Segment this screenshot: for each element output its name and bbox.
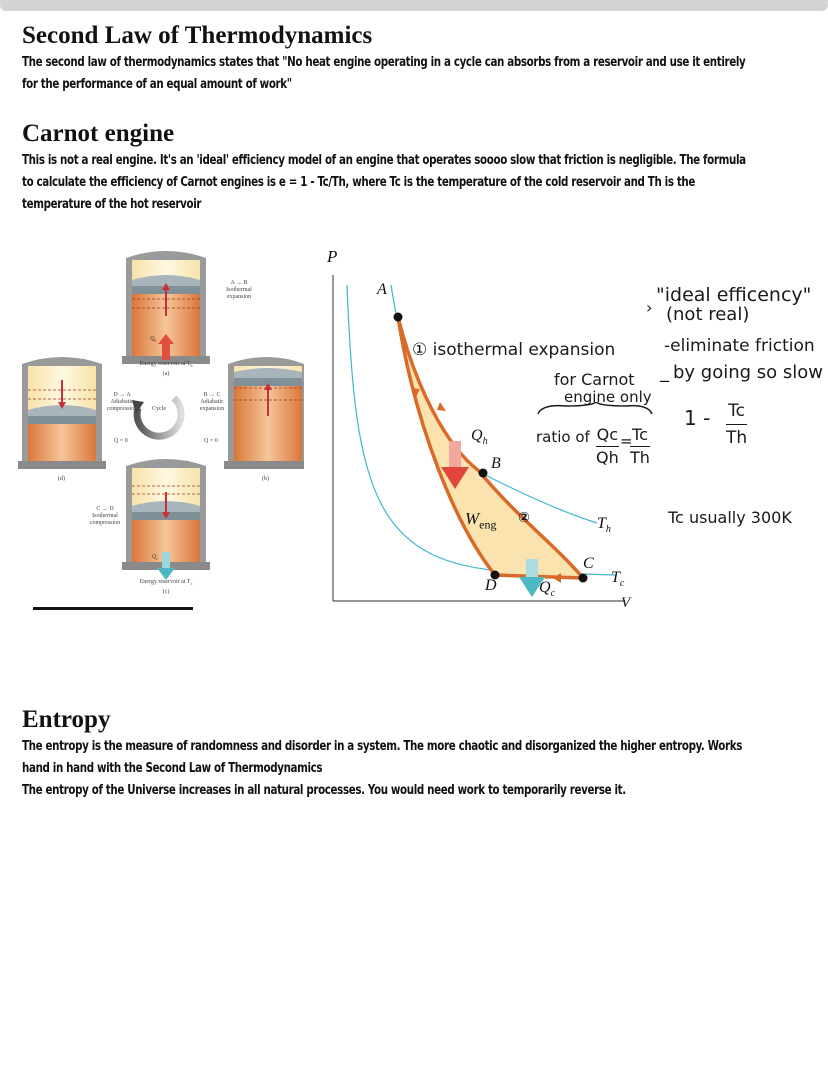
note-ideal-efficiency: "ideal efficency" — [656, 284, 812, 306]
note-tc-usually: Tc usually 300K — [668, 508, 792, 527]
note-going-slow: _ by going so slow — [660, 362, 824, 383]
heading-second-law: Second Law of Thermodynamics — [22, 22, 373, 49]
note-formula-one: 1 - — [684, 406, 711, 430]
axis-v-label: V — [621, 595, 631, 611]
panel-d-label: D → A Adiabatic compression — [106, 392, 138, 412]
note-carnot-only-1: for Carnot — [554, 370, 635, 389]
paragraph-line: temperature of the hot reservoir — [22, 197, 202, 212]
point-c-label: C — [583, 555, 594, 572]
piston-panel-a — [122, 251, 210, 364]
qh-label: $Q_h$ — [150, 336, 157, 344]
note-ratio-label: ratio of — [536, 428, 590, 446]
qc-label: $Q_c$ — [152, 554, 159, 562]
section-second-law — [22, 22, 822, 96]
panel-b-label: B → C Adiabatic expansion — [199, 392, 225, 412]
point-d-label: D — [485, 577, 497, 594]
paragraph-line: for the performance of an equal amount of work" — [22, 77, 292, 92]
piston-panel-b — [224, 357, 304, 469]
panel-a-caption: Energy reservoir at $T_h$ (a) — [139, 361, 193, 378]
work-label: $W_{eng}$ — [465, 509, 497, 532]
divider-line — [33, 607, 193, 610]
paragraph-line: The second law of thermodynamics states that "No heat engine operating in a cycle can absorbs from a reservoir and use it entirely — [22, 55, 746, 70]
panel-b-caption: (b) — [262, 476, 269, 482]
note-ratio-eq: = — [620, 432, 633, 450]
tc-label: $T_c$ — [611, 569, 625, 590]
piston-panel-d — [18, 357, 106, 469]
cycle-label: Cycle — [152, 406, 166, 412]
note-ratio-q: Qc Qh — [596, 425, 619, 467]
note-ratio-t: Tc Th — [630, 425, 650, 467]
top-bar — [0, 0, 828, 11]
heading-carnot: Carnot engine — [22, 120, 175, 147]
qc-label: $Q_c$ — [539, 579, 556, 600]
panel-d-caption: (d) — [58, 476, 65, 482]
note-isothermal-expansion: ① isothermal expansion — [412, 340, 616, 360]
paragraph-line: This is not a real engine. It's an 'ideal' efficiency model of an engine that operates soooo slow that friction is negligible. The formula — [22, 153, 746, 168]
point-a-label: A — [377, 281, 387, 298]
point-b-label: B — [491, 455, 501, 472]
panel-a-label: A → B Isothermal expansion — [226, 280, 252, 300]
section-entropy — [22, 706, 822, 802]
paragraph-line: to calculate the efficiency of Carnot engines is e = 1 - Tc/Th, where Tc is the temperature of the cold reservoir and Th is the — [22, 175, 696, 190]
qh-label: $Q_h$ — [471, 427, 488, 448]
note-not-real: (not real) — [666, 304, 750, 325]
piston-panel-c — [122, 459, 210, 580]
note-step-2: ② — [518, 510, 530, 526]
th-label: $T_h$ — [597, 515, 611, 536]
paragraph-line: The entropy of the Universe increases in all natural processes. You would need work to temporarily reverse it. — [22, 783, 626, 798]
carnot-cycle-diagram — [14, 240, 304, 620]
note-chevron: › — [646, 298, 653, 317]
paragraph-line: The entropy is the measure of randomness and disorder in a system. The more chaotic and disorganized the higher entropy. Works — [22, 739, 742, 754]
note-formula-fraction: Tc Th — [726, 398, 747, 451]
axis-p-label: P — [327, 247, 338, 266]
note-eliminate-friction: -eliminate friction — [664, 336, 815, 356]
panel-b-q: Q = 0 — [204, 438, 218, 444]
panel-c-label: C → D Isothermal compression — [89, 506, 121, 526]
note-carnot-only-2: engine only — [564, 388, 652, 406]
heading-entropy: Entropy — [22, 706, 111, 733]
brace-icon — [536, 402, 656, 416]
section-carnot — [22, 120, 822, 216]
panel-c-caption: Energy reservoir at $T_c$ (c) — [139, 579, 193, 596]
paragraph-line: hand in hand with the Second Law of Thermodynamics — [22, 761, 323, 776]
panel-d-q: Q = 0 — [114, 438, 128, 444]
